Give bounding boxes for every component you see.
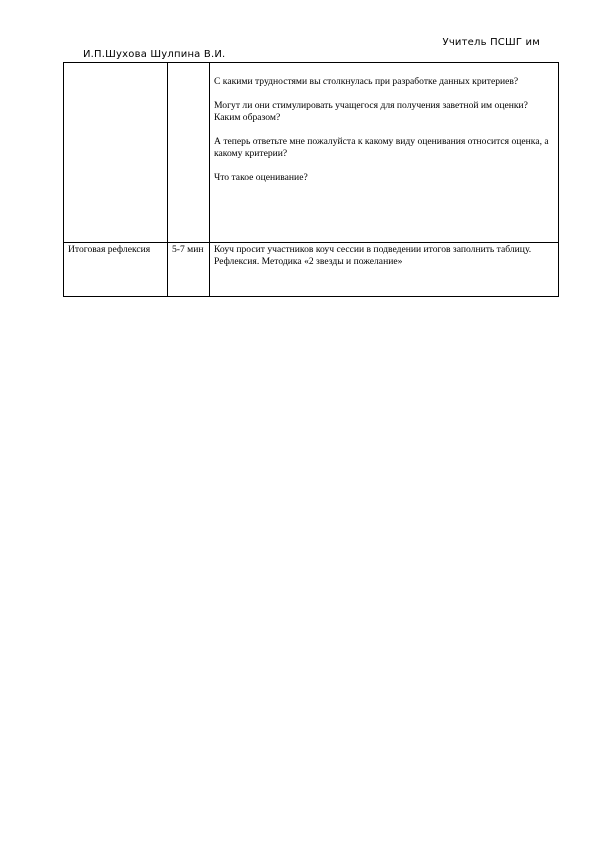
- content-cell: [210, 243, 559, 297]
- time-cell: [168, 63, 210, 243]
- table-row: [64, 63, 559, 243]
- time-cell: 5-7 мин: [168, 243, 210, 297]
- table-row: [64, 243, 559, 297]
- stage-cell: [64, 63, 168, 243]
- question-difficulties: С какими трудностями вы столкнулась при разработке данных критериев?: [214, 76, 519, 87]
- question-stimulate: Могут ли они стимулировать учащегося для получения заветной им оценки? Каким образом?: [214, 100, 528, 123]
- header-teacher-name: И.П.Шухова Шулпина В.И.: [83, 49, 226, 60]
- reflection-method: Рефлексия. Методика «2 звезды и пожелание»: [214, 256, 403, 267]
- lesson-plan-table: [63, 62, 559, 297]
- content-cell: [210, 63, 559, 243]
- reflection-instruction: Коуч просит участников коуч сессии в подведении итогов заполнить таблицу.: [214, 244, 532, 255]
- header-teacher-title: Учитель ПСШГ им: [442, 37, 540, 48]
- question-assessment-type: А теперь ответьте мне пожалуйста к какому виду оценивания относится оценка, а какому критерии?: [214, 136, 549, 159]
- stage-cell: Итоговая рефлексия: [64, 243, 168, 297]
- question-what-is-assessment: Что такое оценивание?: [214, 172, 308, 183]
